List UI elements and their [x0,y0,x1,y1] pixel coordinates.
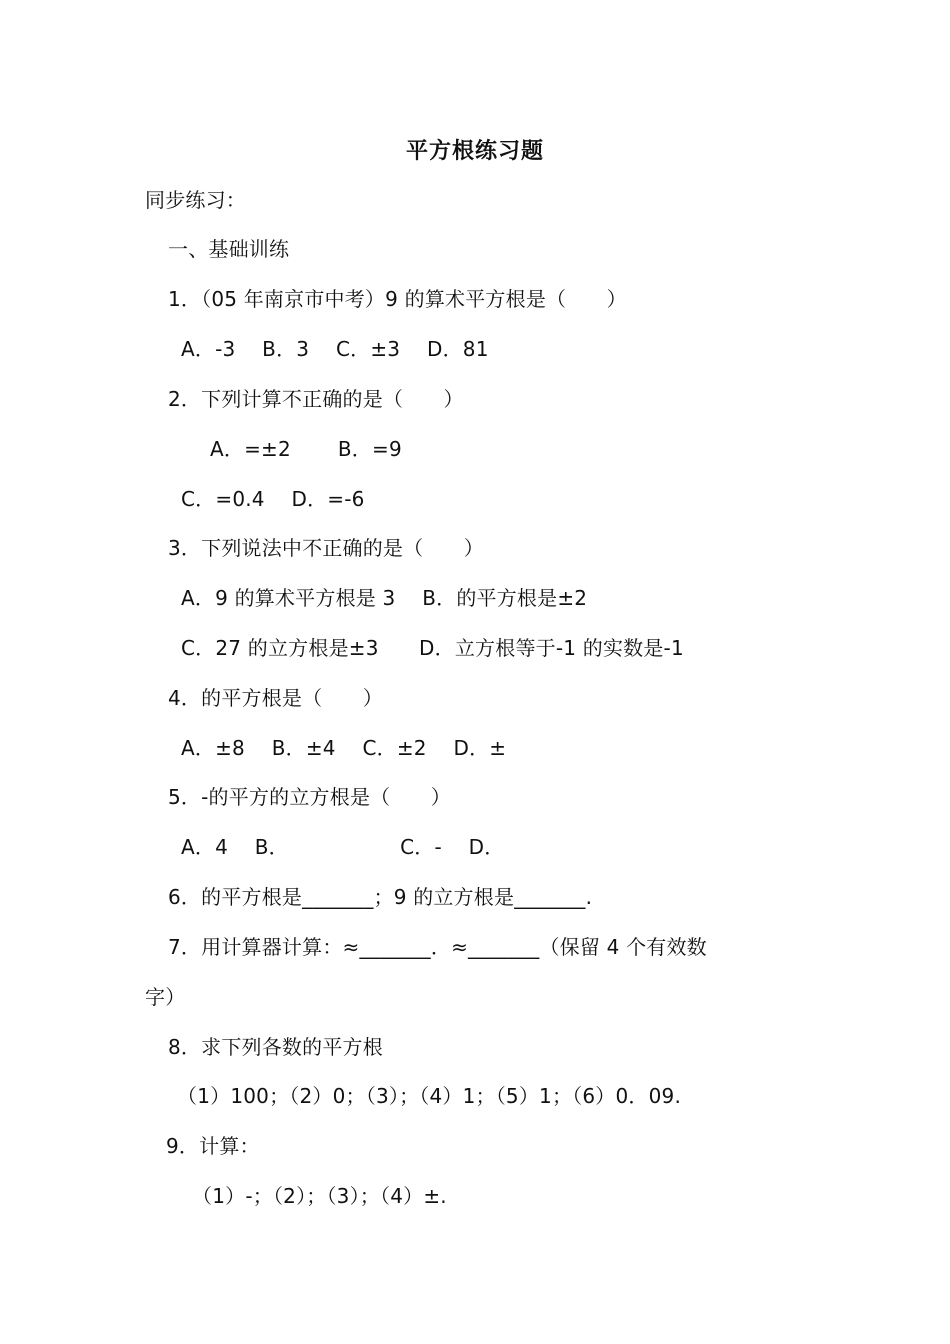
question-3: 3．下列说法中不正确的是（ ） [168,536,484,560]
section-heading-sync-practice: 同步练习： [145,188,246,212]
section-heading-basic-training: 一、基础训练 [168,237,290,261]
question-3-options-ab: A．9 的算术平方根是 3 B．的平方根是±2 [181,586,588,610]
question-7: 7．用计算器计算：≈_______．≈_______（保留 4 个有效数 [168,935,707,959]
question-7-continuation: 字） [145,985,186,1009]
question-1-options: A．-3 B．3 C．±3 D．81 [181,337,489,361]
question-9: 9．计算： [166,1134,260,1158]
question-4-options: A．±8 B．±4 C．±2 D．± [181,736,507,760]
question-8-items: （1）100；（2）0；（3）；（4）1；（5）1；（6）0．09. [177,1084,682,1108]
question-2: 2．下列计算不正确的是（ ） [168,387,464,411]
question-5: 5．-的平方的立方根是（ ） [168,785,451,809]
question-6: 6．的平方根是_______；9 的立方根是_______. [168,885,593,909]
question-5-options: A．4 B． C．- D． [181,835,505,859]
question-9-items: （1）-；（2）；（3）；（4）±. [192,1184,447,1208]
question-2-options-cd: C．=0.4 D．=-6 [181,487,365,511]
question-4: 4．的平方根是（ ） [168,686,383,710]
question-3-options-cd: C．27 的立方根是±3 D．立方根等于-1 的实数是-1 [181,636,684,660]
question-2-options-ab: A．=±2 B．=9 [210,437,402,461]
document-title: 平方根练习题 [405,138,544,164]
question-1: 1．（05 年南京市中考）9 的算术平方根是（ ） [168,287,627,311]
question-8: 8．求下列各数的平方根 [168,1035,383,1059]
